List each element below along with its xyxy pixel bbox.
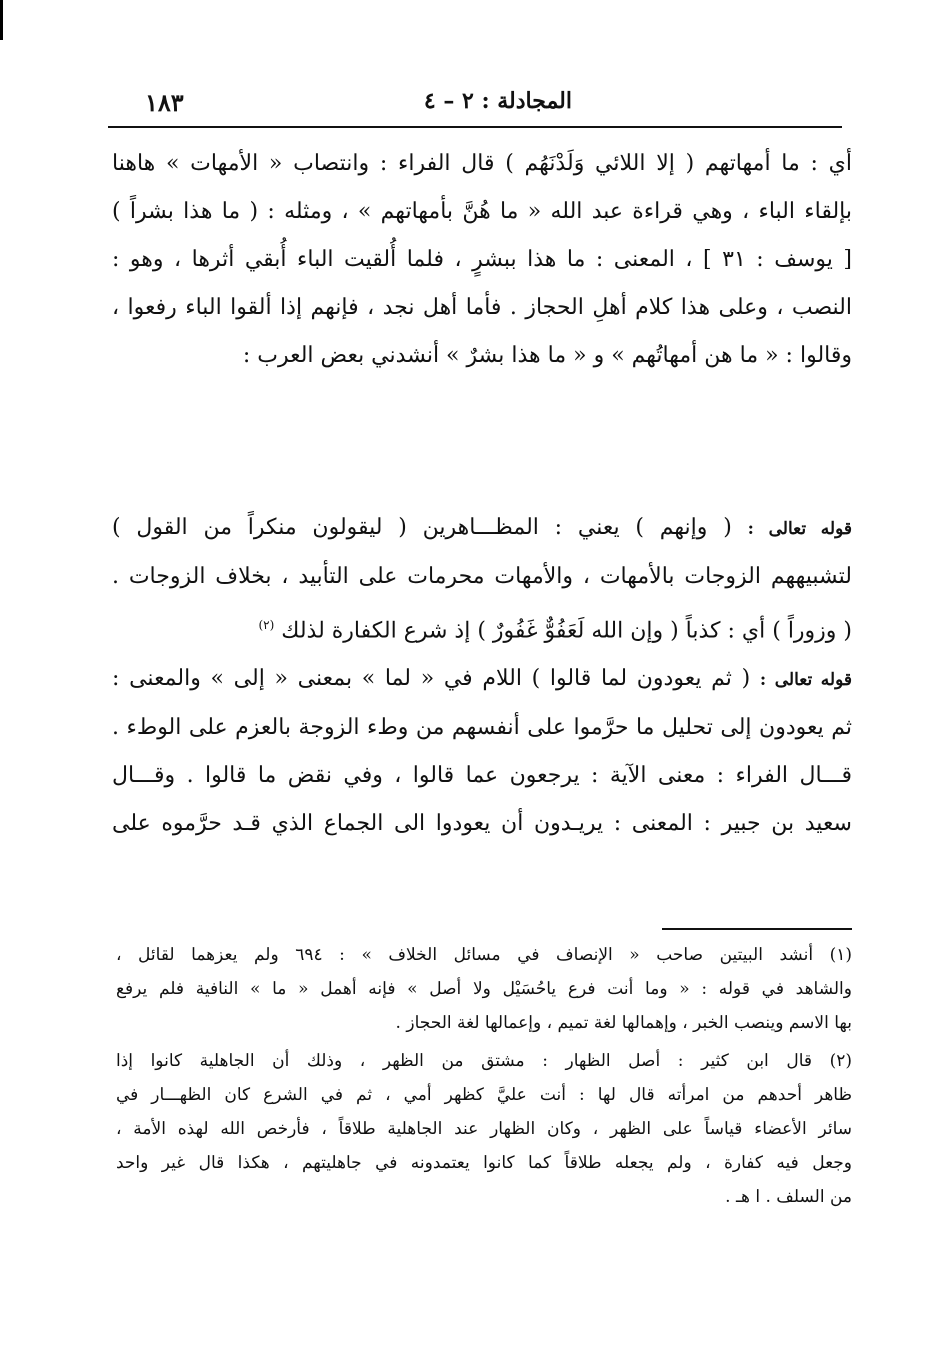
body-line-text: ( ثم يعودون لما قالوا ) اللام في « لما » بمعنى « إلى » والمعنى : bbox=[112, 666, 751, 692]
poetry-verses bbox=[112, 380, 852, 504]
surah-header-title: المجادلة : ٢ – ٤ bbox=[423, 88, 572, 114]
footnotes bbox=[116, 938, 852, 1214]
main-text bbox=[112, 140, 852, 848]
body-line: قـــال الفراء : معنى الآية : يرجعون عما قالوا ، وفي نقض ما قالوا . وقـــال bbox=[112, 763, 852, 789]
body-line: أي : ما أمهاتهم ( إلا اللائي وَلَدْنَهُم ) قال الفراء : وانتصاب « الأمهات » هاهنا bbox=[112, 151, 852, 176]
body-line: سعيد بن جبير : المعنى : يريـدون أن يعودوا الى الجماع الذي قـد حرَّموه على bbox=[112, 811, 852, 837]
body-line bbox=[112, 504, 852, 553]
page-number: ١٨٣ bbox=[145, 88, 184, 117]
body-line-text: ( وإنهم ) يعني : المظـــاهرين ( ليقولون منكراً من القول ) bbox=[112, 515, 732, 540]
verse-lead: قوله تعالى : bbox=[759, 670, 852, 691]
footnote-rule bbox=[662, 928, 852, 930]
footnote-line: ظاهر أحدهم من امرأته قال لها : أنت عليَّ كظهر أمي ، ثم في الشرع كان الظهـــار في bbox=[116, 1085, 852, 1105]
body-line bbox=[112, 655, 852, 704]
footnote-ref: (٢) bbox=[258, 618, 275, 632]
verse-lead: قوله تعالى : bbox=[747, 519, 852, 539]
footnote-line: (٢) قال ابن كثير : أصل الظهار : مشتق من الظهر ، وذلك أن الجاهلية كانوا إذا bbox=[116, 1051, 852, 1071]
running-header bbox=[105, 88, 852, 122]
body-line: النصب ، وعلى هذا كلام أهلِ الحجاز . فأما أهل نجد ، فإنهم إذا ألقوا الباء رفعوا ، bbox=[112, 295, 852, 320]
footnote-line: وجعل فيه كفارة ، ولم يجعله طلاقاً كما كانوا يعتمدونه في جاهليتهم ، هكذا قال غير واحد bbox=[116, 1153, 852, 1173]
body-line: وقالوا : « ما هن أمهاتُهم » و « ما هذا بشرٌ » أنشدني بعض العرب : bbox=[242, 343, 852, 368]
footnote-line: بها الاسم وينصب الخبر ، وإهمالها لغة تميم ، وإعمالها لغة الحجاز . bbox=[395, 1013, 852, 1033]
footnote-line: (١) أنشد البيتين صاحب « الإنصاف في مسائل الخلاف » : ٦٩٤ ولم يعزهما لقائل ، bbox=[116, 945, 852, 965]
header-rule bbox=[108, 126, 842, 128]
body-line: بإلقاء الباء ، وهي قراءة عبد الله « ما هُنَّ بأمهاتهم » ، ومثله : ( ما هذا بشراً ) bbox=[112, 199, 852, 224]
body-line: لتشبيههم الزوجات بالأمهات ، والأمهات محرمات على التأبيد ، بخلاف الزوجات . bbox=[112, 564, 852, 589]
footnote-line: من السلف . ا هـ . bbox=[725, 1187, 852, 1207]
footnote-line: سائر الأعضاء قياساً على الظهر ، وكان الظهار عند الجاهلية طلاقاً ، فأرخص الله لهذه الأمة ، bbox=[116, 1119, 852, 1139]
body-line bbox=[112, 601, 852, 655]
body-line: [ يوسف : ٣١ ] ، المعنى : ما هذا ببشرٍ ، فلما أُلقيت الباء أُبقي أثرها ، وهو : bbox=[112, 247, 852, 272]
body-line-text: ( وزوراً ) أي : كذباً ( وإن الله لَعَفُوٌّ غَفُورٌ ) إذ شرع الكفارة لذلك bbox=[281, 618, 852, 644]
body-line: ثم يعودون إلى تحليل ما حرَّموا على أنفسهم من وطء الزوجة بالعزم على الوطء . bbox=[112, 715, 852, 741]
footnote-line: والشاهد في قوله : « وما أنت فرع ياحُسَيْل ولا أصل » فإنه أهمل « ما » النافية فلم يرفع bbox=[116, 979, 852, 999]
